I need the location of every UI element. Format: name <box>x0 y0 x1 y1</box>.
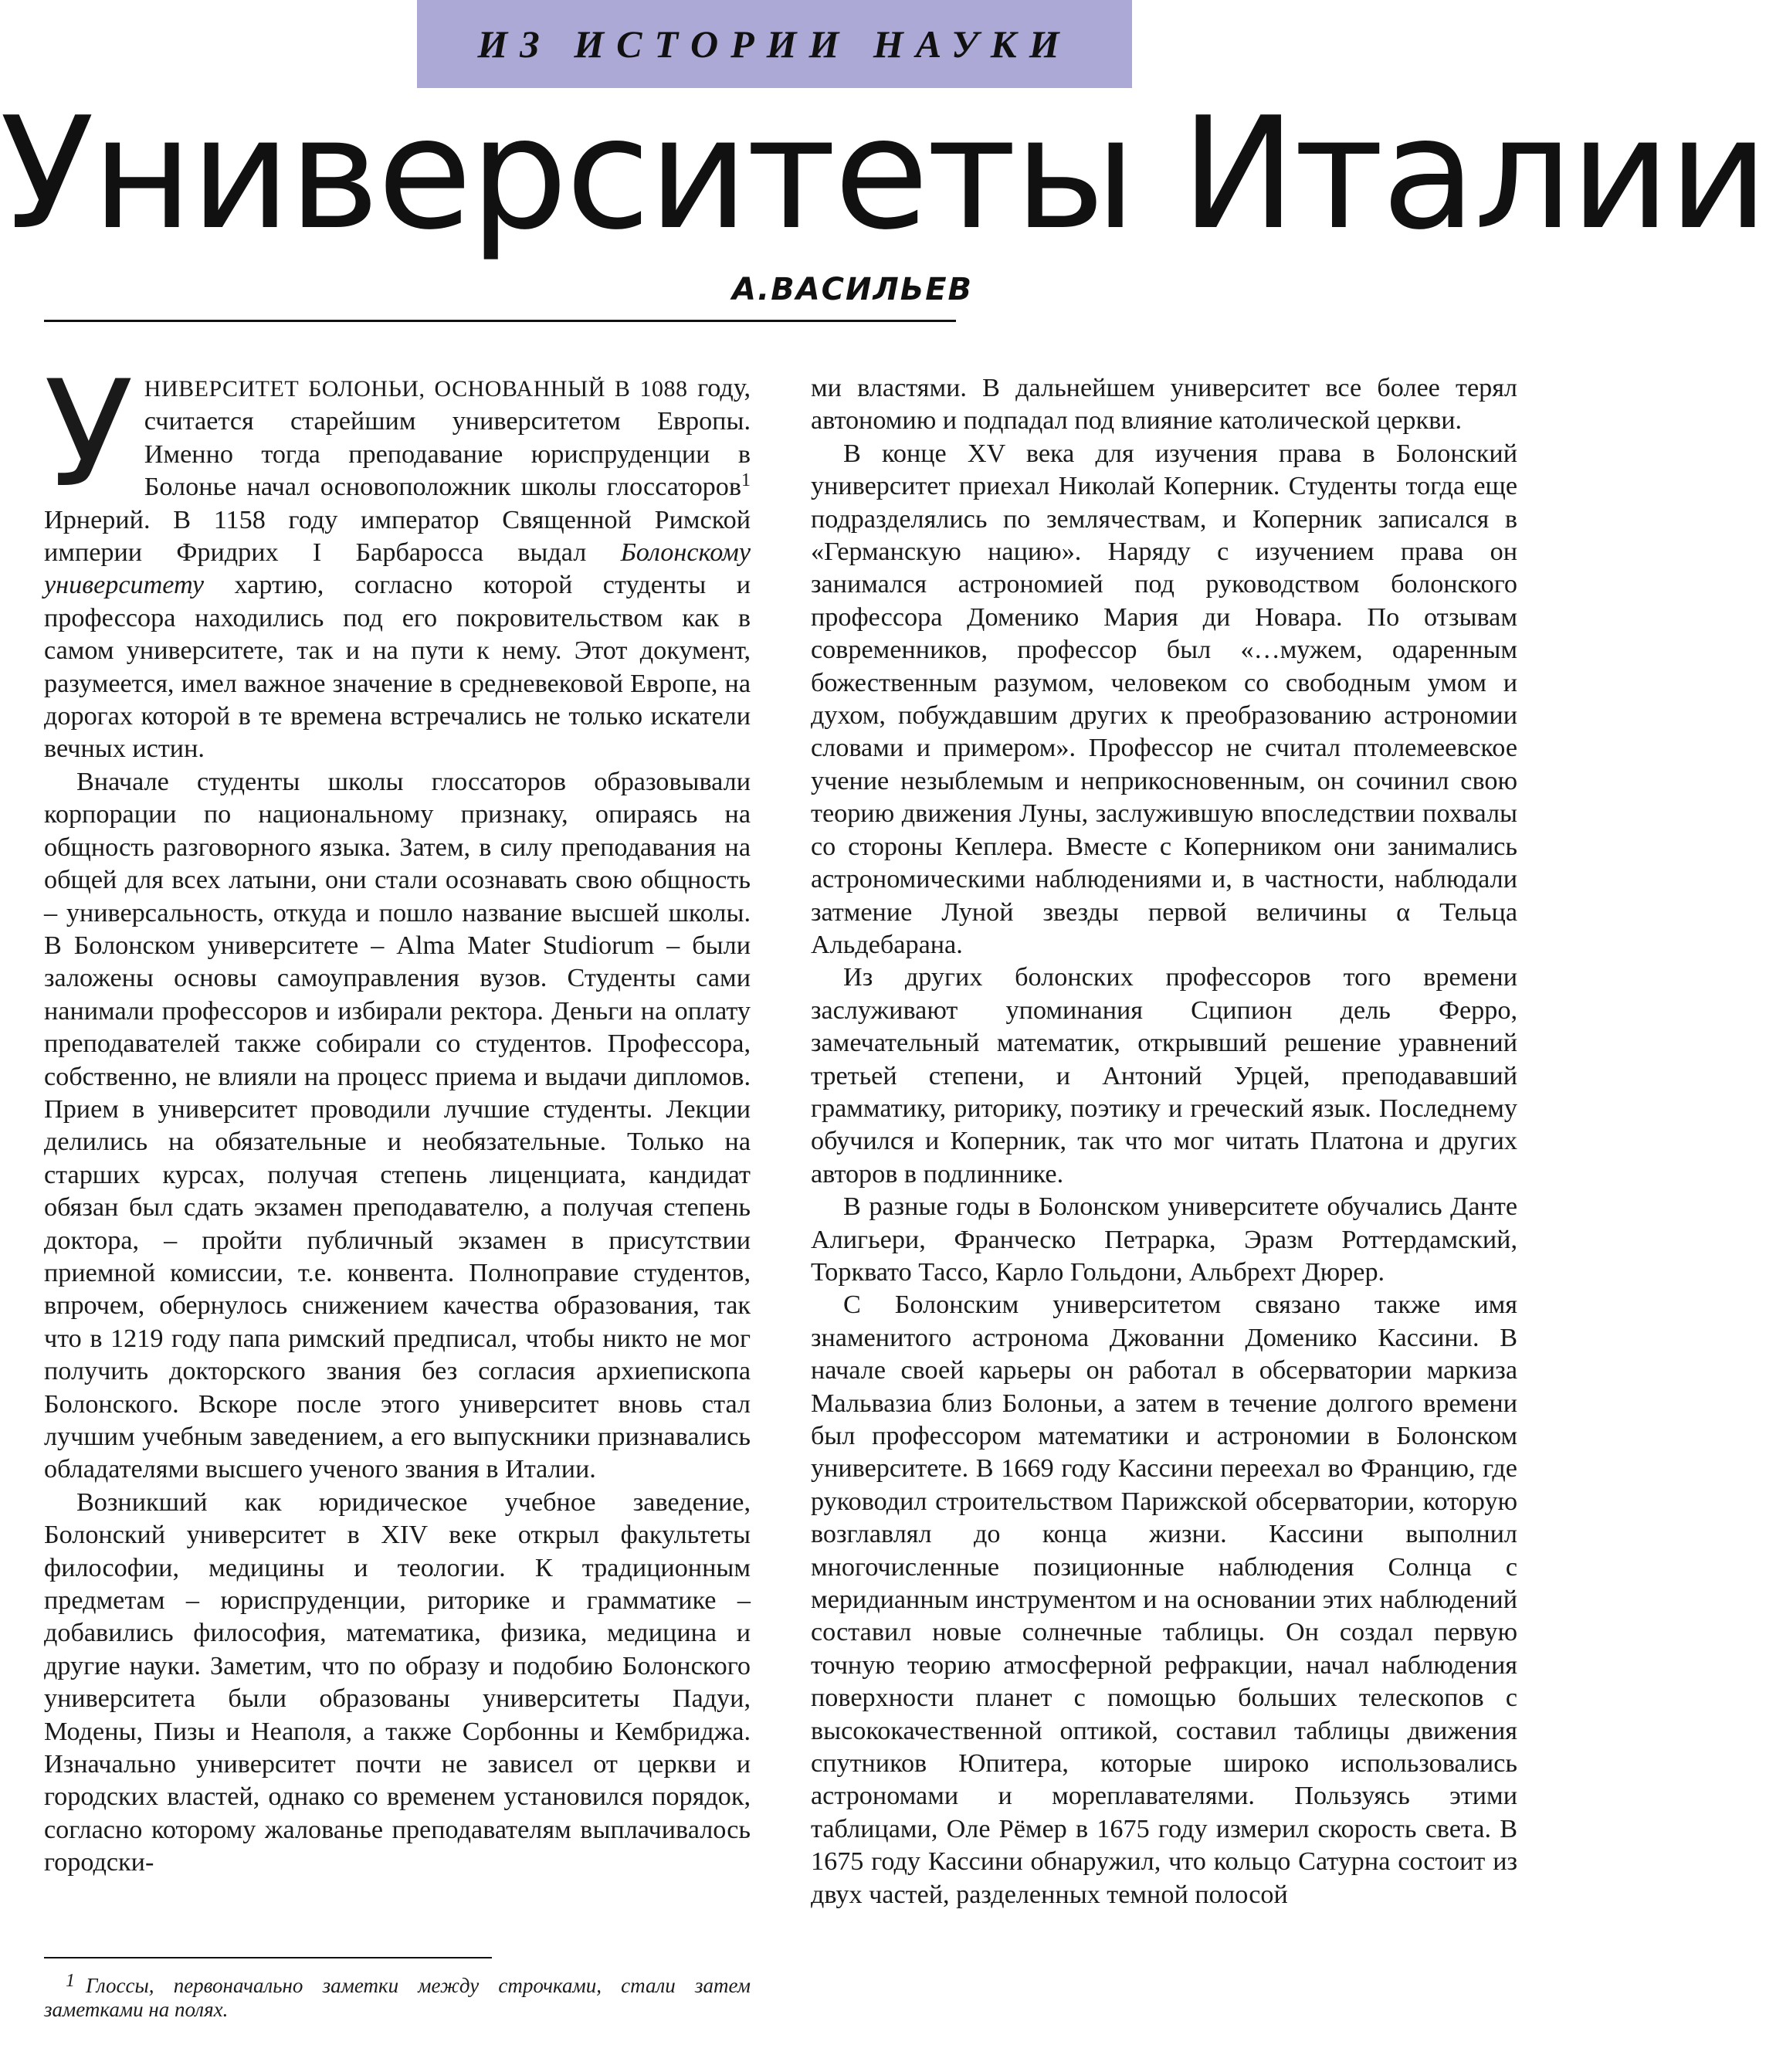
paragraph-1-text-a: году, считается старейшим университетом Европы. Именно тогда преподавание юриспруденции в Болонье начал основоположник школы глоссаторов <box>144 374 751 502</box>
section-banner <box>417 0 1132 88</box>
footnote-text: Глоссы, первоначально заметки между строчками, стали затем заметками на полях. <box>44 1974 751 2021</box>
section-label: ИЗ ИСТОРИИ НАУКИ <box>477 22 1072 66</box>
column-left <box>44 349 751 1880</box>
lead-in-caps: НИВЕРСИТЕТ БОЛОНЬИ, ОСНОВАННЫЙ В 1088 <box>144 376 688 402</box>
paragraph-1 <box>44 349 751 766</box>
paragraph-4: В конце XV века для изучения права в Болонский университет приехал Николай Коперник. Студенты тогда еще подразделялись по землячествам, и Коперник записался в «Германскую нацию». Наряду с изучением права он занимался астрономией под руководством болонского профессора Доменико Мария ди Новара. По отзывам современников, профессор был «…мужем, одаренным божественным разумом, человеком со свободным умом и духом, побуждавшим других к преобразованию астрономии словами и примером». Профессор не считал птолемеевское учение незыблемым и неприкосновенным, он сочинил свою теорию движения Луны, заслужившую впоследствии похвалы со стороны Кеплера. Вместе с Коперником они занимались астрономическими наблюдениями и, в частности, наблюдали затмение Луной звезды первой величины α Тельца Альдебарана. <box>811 439 1517 959</box>
footnote-mark: 1 <box>66 1971 75 1991</box>
paragraph-6: В разные годы в Болонском университете обучались Данте Алигьери, Франческо Петрарка, Эразм Роттердамский, Торквато Тассо, Карло Гольдони, Альбрехт Дюрер. <box>811 1192 1517 1287</box>
footnote <box>44 1969 751 2022</box>
paragraph-5: Из других болонских профессоров того времени заслуживают упоминания Сципион дель Ферро, замечательный математик, открывший решение уравнений третьей степени, и Антоний Урцей, преподававший грамматику, риторику, поэтику и греческий язык. Последнему обучился и Коперник, так что мог читать Платона и других авторов в подлиннике. <box>811 963 1517 1189</box>
column-right <box>811 372 1517 1911</box>
author-name: А.ВАСИЛЬЕВ <box>732 272 973 307</box>
paragraph-3: Возникший как юридическое учебное заведение, Болонский университет в XIV веке открыл факультеты философии, медицины и теологии. К традиционным предметам – юриспруденции, риторике и грамматике – добавились философия, математика, физика, медицина и другие науки. Заметим, что по образу и подобию Болонского университета были образованы университеты Падуи, Модены, Пизы и Неаполя, а также Сорбонны и Кембриджа. Изначально университет почти не зависел от церкви и городских властей, однако со временем установился порядок, согласно которому жалованье преподавателям выплачивалось городски- <box>44 1487 751 1877</box>
drop-cap: У <box>44 349 134 520</box>
footnote-divider <box>44 1957 492 1958</box>
paragraph-1-text-c: хартию, согласно которой студенты и профессора находились под его покровительством как в самом университете, так и на пути к нему. Этот документ, разумеется, имел важное значение в средневековой Европе, на дорогах которой в те времена встречались не только искатели вечных истин. <box>44 571 751 764</box>
paragraph-2: Вначале студенты школы глоссаторов образовывали корпорации по национальному признаку, опираясь на общность разговорного языка. Затем, в силу преподавания на общей для всех латыни, они стали осознавать свою общность – универсальность, откуда и пошло название высшей школы. В Болонском университете – Alma Mater Studiorum – были заложены основы самоуправления вузов. Студенты сами нанимали профессоров и избирали ректора. Деньги на оплату преподавателей также собирали со студентов. Профессора, собственно, не влияли на процесс приема и выдачи дипломов. Прием в университет проводили лучшие студенты. Лекции делились на обязательные и необязательные. Только на старших курсах, получая степень лиценциата, кандидат обязан был сдать экзамен преподавателю, а получая степень доктора, – пройти публичный экзамен в присутствии приемной комиссии, т.е. конвента. Полноправие студентов, впрочем, обернулось снижением качества образования, так что в 1219 году папа римский предписал, чтобы никто не мог получить докторского звания без согласия архиепископа Болонского. Вскоре после этого университет вновь стал лучшим учебным заведением, а его выпускники признавались обладателями высшего ученого звания в Италии. <box>44 767 751 1484</box>
paragraph-7: С Болонским университетом связано также имя знаменитого астронома Джованни Доменико Кассини. В начале своей карьеры он работал в обсерватории маркиза Мальвазиа близ Болоньи, а затем в течение долгого времени был профессором математики и астрономии в Болонском университете. В 1669 году Кассини переехал во Францию, где руководил строительством Парижской обсерватории, которую возглавлял до конца жизни. Кассини выполнил многочисленные позиционные наблюдения Солнца с меридианным инструментом и на основании этих наблюдений составил новые солнечные таблицы. Он создал первую точную теорию атмосферной рефракции, начал наблюдения поверхности планет с помощью больших телескопов с высококачественной оптикой, составил таблицы движения спутников Юпитера, которые широко использовались астрономами и мореплавателями. Пользуясь этими таблицами, Оле Рёмер в 1675 году измерил скорость света. В 1675 году Кассини обнаружил, что кольцо Сатурна состоит из двух частей, разделенных темной полосой <box>811 1290 1517 1909</box>
article-title: Университеты Италии <box>0 84 1766 264</box>
paragraph-1-italic: Болонскому университету <box>44 538 751 600</box>
author-divider <box>44 320 956 322</box>
paragraph-3-continued: ми властями. В дальнейшем университет все более терял автономию и подпадал под влияние католической церкви. <box>811 374 1517 436</box>
paragraph-1-text-b: Ирнерий. В 1158 году император Священной Римской империи Фридрих I Барбаросса выдал <box>44 505 751 568</box>
footnote-ref: 1 <box>741 470 751 491</box>
